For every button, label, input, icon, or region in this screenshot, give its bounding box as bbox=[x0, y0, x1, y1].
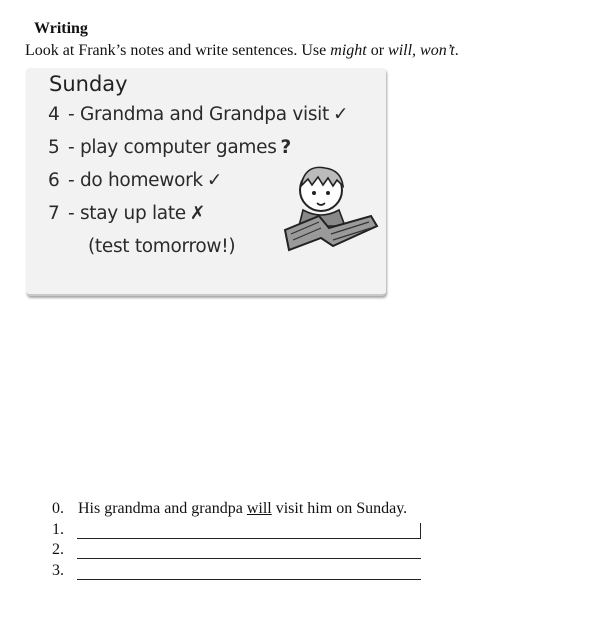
cross-icon: ✗ bbox=[189, 203, 206, 224]
example-sentence bbox=[78, 500, 407, 518]
example-underlined: will bbox=[246, 500, 272, 517]
note-item bbox=[48, 170, 222, 191]
text-cursor bbox=[420, 523, 421, 539]
note-item bbox=[48, 137, 291, 158]
note-time: 6 bbox=[48, 170, 60, 191]
answer-line[interactable] bbox=[77, 579, 421, 580]
note-time: 7 bbox=[48, 203, 60, 224]
note-text: - do homework bbox=[68, 170, 203, 191]
instructions-text: Look at Frank’s notes and write sentences. Use bbox=[25, 42, 331, 59]
note-item bbox=[48, 104, 348, 125]
note-time: 5 bbox=[48, 137, 60, 158]
answer-number: 2. bbox=[52, 541, 64, 558]
instructions-will: will, won’t bbox=[388, 42, 455, 59]
answer-line[interactable] bbox=[77, 538, 421, 539]
boy-reading-icon bbox=[281, 160, 381, 260]
section-heading: Writing bbox=[34, 20, 88, 37]
check-icon: ✓ bbox=[206, 170, 223, 191]
note-subnote: (test tomorrow!) bbox=[88, 236, 236, 257]
answer-line[interactable] bbox=[77, 558, 421, 559]
note-text: - play computer games bbox=[68, 137, 277, 158]
question-icon: ? bbox=[280, 137, 291, 158]
instructions-or: or bbox=[366, 42, 389, 59]
example-text-after: visit him on Sunday. bbox=[271, 500, 408, 517]
example-text-before: His grandma and grandpa bbox=[78, 500, 247, 517]
notes-day: Sunday bbox=[49, 72, 128, 96]
instructions-might: might bbox=[330, 42, 367, 59]
notes-card bbox=[26, 68, 386, 296]
answer-number: 1. bbox=[52, 520, 64, 538]
check-icon: ✓ bbox=[332, 104, 349, 125]
instructions bbox=[25, 42, 459, 60]
note-time: 4 bbox=[48, 104, 60, 125]
note-text: - Grandma and Grandpa visit bbox=[68, 104, 329, 125]
note-item bbox=[48, 203, 205, 224]
instructions-end: . bbox=[454, 42, 459, 59]
answer-number: 3. bbox=[52, 561, 64, 579]
note-text: - stay up late bbox=[68, 203, 186, 224]
answer-number: 0. bbox=[52, 500, 64, 517]
